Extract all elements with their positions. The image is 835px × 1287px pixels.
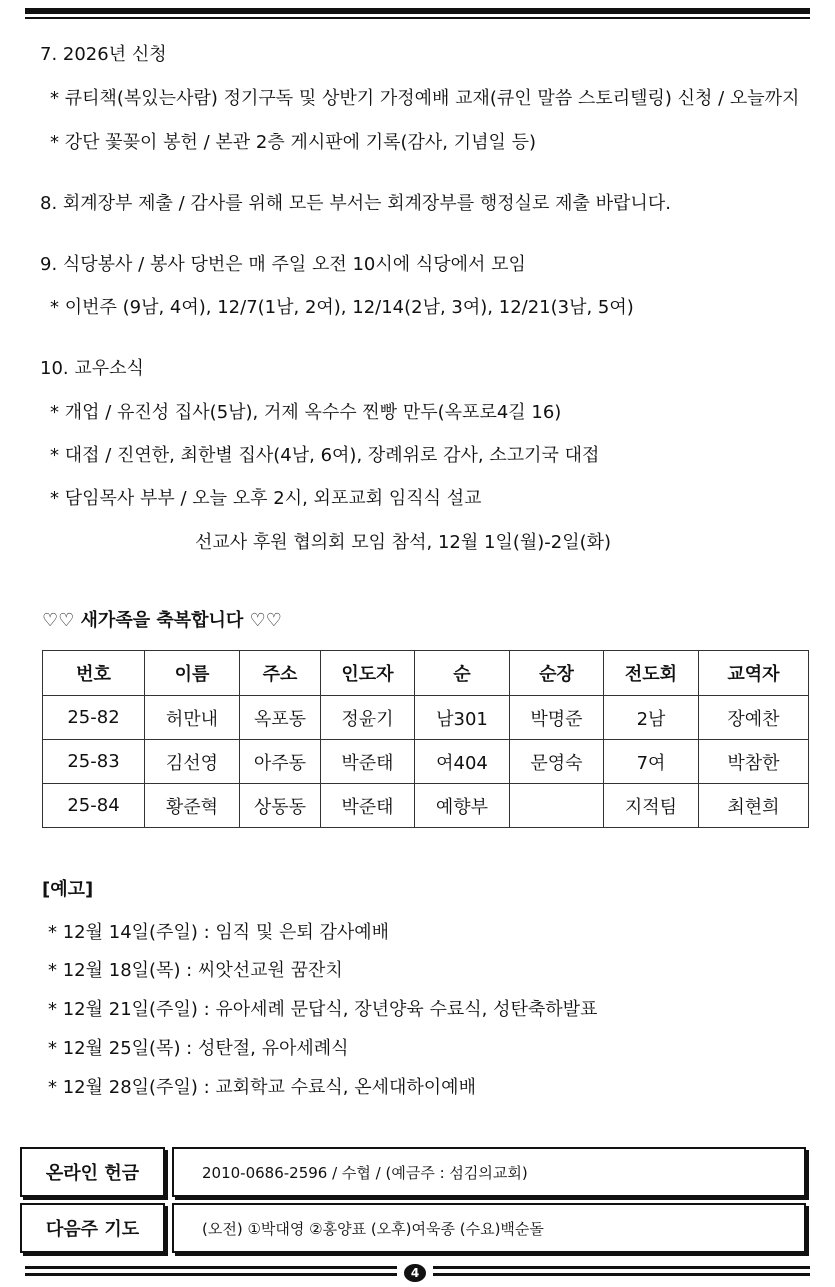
section-9-item-1: * 이번주 (9남, 4여), 12/7(1남, 2여), 12/14(2남, 3여), 12/21(3남, 5여)	[50, 297, 634, 318]
table-cell	[510, 784, 604, 828]
online-offering-value: 2010-0686-2596 / 수협 / (예금주 : 섬김의교회)	[172, 1147, 806, 1197]
table-cell: 상동동	[240, 784, 321, 828]
table-cell: 25-84	[43, 784, 145, 828]
table-cell: 25-83	[43, 740, 145, 784]
header-guide: 인도자	[321, 651, 415, 696]
section-10-item-3: * 담임목사 부부 / 오늘 오후 2시, 외포교회 임직식 설교	[50, 488, 482, 509]
header-cell: 순	[415, 651, 510, 696]
top-rule-thick	[25, 8, 810, 14]
table-cell: 아주동	[240, 740, 321, 784]
section-10-heading: 10. 교우소식	[40, 358, 144, 379]
table-cell: 박준태	[321, 740, 415, 784]
header-address: 주소	[240, 651, 321, 696]
table-cell: 지적팀	[604, 784, 699, 828]
table-cell: 2남	[604, 696, 699, 740]
table-cell: 김선영	[145, 740, 240, 784]
section-8-heading: 8. 회계장부 제출 / 감사를 위해 모든 부서는 회계장부를 행정실로 제출 바랍니다.	[40, 193, 671, 214]
notice-item-4: * 12월 25일(목) : 성탄절, 유아세례식	[48, 1038, 349, 1059]
table-cell: 장예찬	[699, 696, 809, 740]
table-cell: 최현희	[699, 784, 809, 828]
table-cell: 25-82	[43, 696, 145, 740]
header-number: 번호	[43, 651, 145, 696]
section-9-heading: 9. 식당봉사 / 봉사 당번은 매 주일 오전 10시에 식당에서 모임	[40, 254, 526, 275]
new-family-table	[42, 650, 809, 828]
table-cell: 옥포동	[240, 696, 321, 740]
page-number: 4	[404, 1264, 426, 1282]
table-cell: 허만내	[145, 696, 240, 740]
section-7-item-2: * 강단 꽃꽂이 봉헌 / 본관 2층 게시판에 기록(감사, 기념일 등)	[50, 132, 537, 153]
table-cell: 박명준	[510, 696, 604, 740]
section-10-item-4: 선교사 후원 협의회 모임 참석, 12월 1일(월)-2일(화)	[195, 532, 612, 553]
table-cell: 박참한	[699, 740, 809, 784]
table-cell: 박준태	[321, 784, 415, 828]
table-cell: 정윤기	[321, 696, 415, 740]
table-cell: 여404	[415, 740, 510, 784]
table-cell: 남301	[415, 696, 510, 740]
notice-title: [예고]	[42, 879, 94, 900]
table-row	[43, 740, 809, 784]
table-row	[43, 696, 809, 740]
next-week-prayer-value: (오전) ①박대영 ②홍양표 (오후)여욱종 (수요)백순돌	[172, 1203, 806, 1253]
table-cell: 문영숙	[510, 740, 604, 784]
next-week-prayer-label: 다음주 기도	[20, 1203, 165, 1253]
top-rule-thin	[25, 17, 810, 19]
header-mission-group: 전도회	[604, 651, 699, 696]
notice-item-3: * 12월 21일(주일) : 유아세례 문답식, 장년양육 수료식, 성탄축하발표	[48, 999, 598, 1020]
table-header-row	[43, 651, 809, 696]
section-7-heading: 7. 2026년 신청	[40, 44, 167, 65]
section-7-item-1: * 큐티책(복있는사람) 정기구독 및 상반기 가정예배 교재(큐인 말씀 스토리텔링) 신청 / 오늘까지	[50, 88, 800, 109]
header-name: 이름	[145, 651, 240, 696]
new-family-title: ♡♡ 새가족을 축복합니다 ♡♡	[42, 610, 282, 631]
notice-item-2: * 12월 18일(목) : 씨앗선교원 꿈잔치	[48, 960, 343, 981]
section-10-item-2: * 대접 / 진연한, 최한별 집사(4남, 6여), 장례위로 감사, 소고기국 대접	[50, 445, 600, 466]
notice-item-5: * 12월 28일(주일) : 교회학교 수료식, 온세대하이예배	[48, 1077, 476, 1098]
table-cell: 7여	[604, 740, 699, 784]
header-cell-leader: 순장	[510, 651, 604, 696]
header-pastor: 교역자	[699, 651, 809, 696]
table-cell: 황준혁	[145, 784, 240, 828]
online-offering-label: 온라인 헌금	[20, 1147, 165, 1197]
table-row	[43, 784, 809, 828]
notice-item-1: * 12월 14일(주일) : 임직 및 은퇴 감사예배	[48, 922, 390, 943]
table-cell: 예향부	[415, 784, 510, 828]
section-10-item-1: * 개업 / 유진성 집사(5남), 거제 옥수수 찐빵 만두(옥포로4길 16)	[50, 402, 562, 423]
